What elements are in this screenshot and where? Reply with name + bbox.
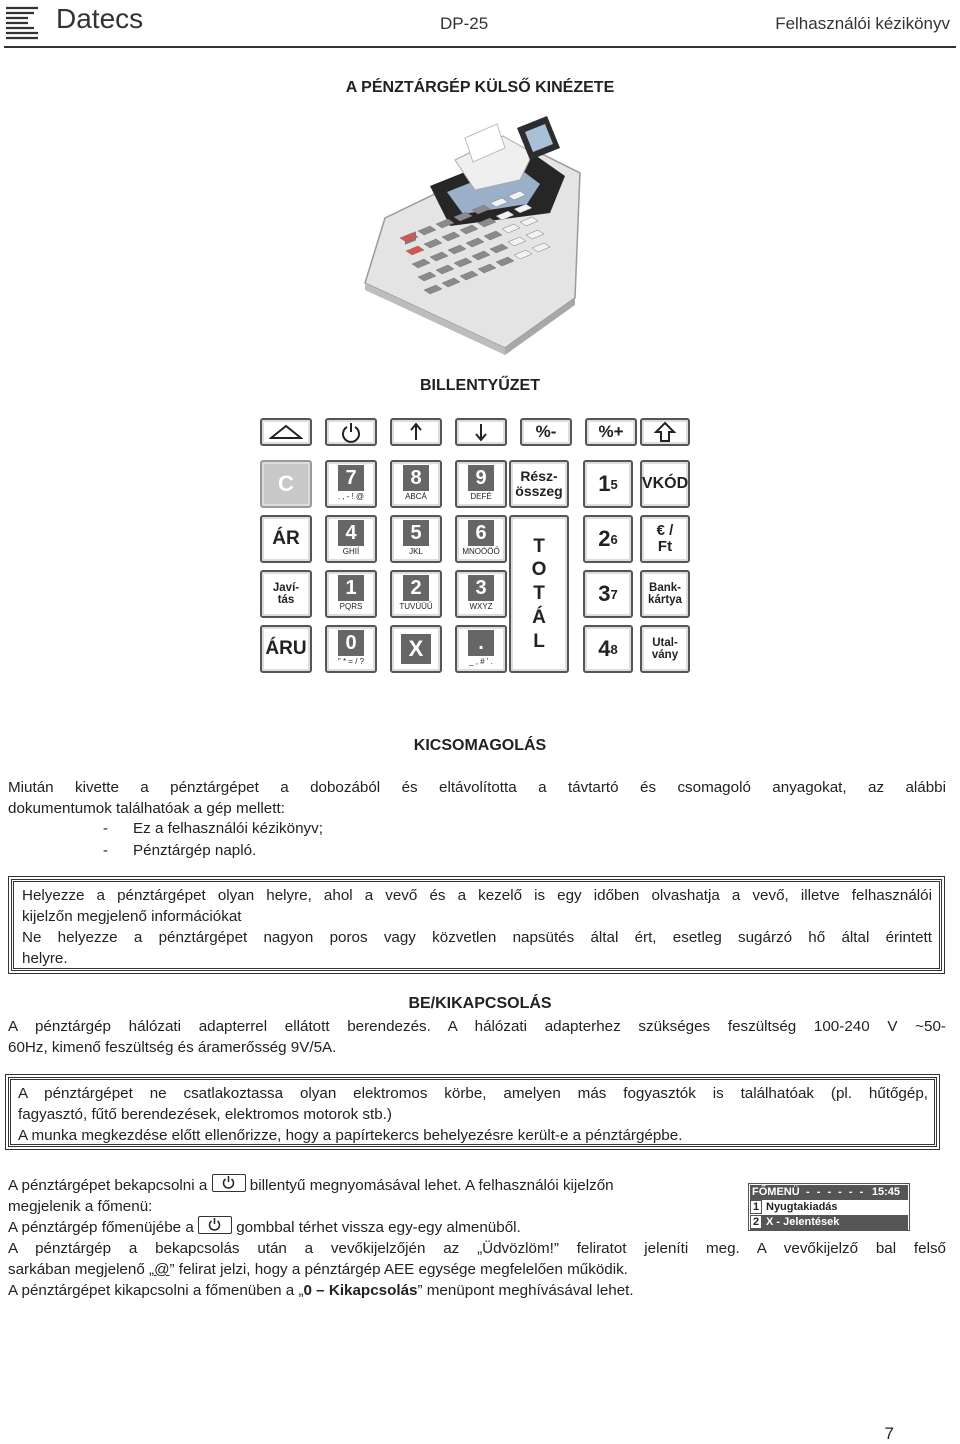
voucher-key[interactable] bbox=[640, 625, 690, 673]
item-key[interactable]: ÁRU bbox=[260, 625, 312, 673]
power-key[interactable] bbox=[325, 418, 377, 446]
lcd-item-num: 2 bbox=[750, 1215, 762, 1229]
main-menu-paragraph bbox=[8, 1217, 738, 1238]
placement-notice-line1: Helyezze a pénztárgépet olyan helyre, ahol a vevő és a kezelő is egy időben olvashatja a vevő, illetve felhasználói bbox=[22, 887, 932, 904]
num-key-3-digit: 3 bbox=[468, 575, 494, 601]
voucher-label-2: vány bbox=[651, 649, 679, 661]
num-key-5-letters: JKL bbox=[409, 547, 423, 556]
vkod-key[interactable]: VKÓD bbox=[640, 460, 690, 508]
placement-notice-line4: helyre. bbox=[22, 950, 68, 967]
greeting-text-a: sarkában megjelenő „ bbox=[8, 1261, 155, 1278]
num-key-4-letters: GHIÍ bbox=[342, 547, 360, 556]
list-item: Pénztárgép napló. bbox=[133, 842, 257, 859]
header-divider bbox=[4, 46, 956, 48]
arrow-down-key[interactable] bbox=[455, 418, 507, 446]
power-icon bbox=[199, 1217, 230, 1232]
power-on-paragraph bbox=[8, 1175, 738, 1196]
power-text-line1: A pénztárgép hálózati adapterrel ellátott berendezés. A hálózati adapterhez szükséges feszültség 100-240 V ~50- bbox=[8, 1018, 946, 1035]
num-key-dot-letters: _ , # ' . bbox=[469, 657, 493, 666]
num-key-5[interactable] bbox=[390, 515, 442, 563]
power-on-text-c: megjelenik a főmenü: bbox=[8, 1198, 153, 1215]
voucher-label-1: Utal- bbox=[652, 636, 678, 649]
department-main: 4 bbox=[598, 636, 611, 661]
lcd-item-label: Nyugtakiadás bbox=[766, 1201, 838, 1213]
arrow-down-icon bbox=[474, 422, 488, 442]
lcd-menu-item bbox=[750, 1200, 908, 1215]
brand-name: Datecs bbox=[56, 3, 144, 34]
currency-key[interactable] bbox=[640, 515, 690, 563]
num-key-8[interactable] bbox=[390, 460, 442, 508]
power-off-text-b: ” menüpont meghívásával lehet. bbox=[417, 1282, 634, 1299]
at-symbol: @ bbox=[154, 1261, 170, 1278]
arrow-up-icon bbox=[409, 422, 423, 442]
exterior-title: A PÉNZTÁRGÉP KÜLSŐ KINÉZETE bbox=[345, 79, 615, 96]
lcd-dashes: - - - - - - bbox=[806, 1186, 866, 1198]
power-key-inline bbox=[212, 1174, 246, 1192]
greeting-line1: A pénztárgép a bekapcsolás után a vevőkijelzőjén az „Üdvözlöm!” feliratot jeleníti meg. A vevőkijelző bal felső bbox=[8, 1240, 946, 1257]
paper-feed-icon bbox=[269, 423, 303, 441]
shift-key[interactable] bbox=[640, 418, 690, 446]
num-key-8-letters: ABCÁ bbox=[405, 492, 427, 501]
num-key-4[interactable] bbox=[325, 515, 377, 563]
department-main: 3 bbox=[598, 581, 611, 606]
total-letter: T bbox=[533, 535, 545, 557]
total-letter: L bbox=[533, 630, 545, 652]
lcd-menu-item bbox=[750, 1215, 908, 1230]
num-key-2-digit: 2 bbox=[403, 575, 429, 601]
packaging-intro-line1: Miután kivette a pénztárgépet a dobozából és eltávolította a távtartó és csomagoló anyagokat, az alábbi bbox=[8, 779, 946, 796]
keyboard-layout bbox=[257, 415, 693, 677]
paper-feed-key[interactable] bbox=[260, 418, 312, 446]
department-sup: 8 bbox=[610, 641, 618, 657]
department-key-3-7[interactable] bbox=[583, 570, 633, 618]
power-off-text-a: A pénztárgépet kikapcsolni a főmenüben a „ bbox=[8, 1282, 304, 1299]
power-title: BE/KIKAPCSOLÁS bbox=[408, 995, 552, 1012]
placement-notice-line2: kijelzőn megjelenő információkat bbox=[22, 908, 242, 925]
num-key-9-letters: DEFÉ bbox=[470, 492, 492, 501]
num-key-3[interactable] bbox=[455, 570, 507, 618]
correction-label-2: tás bbox=[277, 594, 295, 606]
power-on-text-b: billentyű megnyomásával lehet. A felhasználói kijelzőn bbox=[249, 1177, 614, 1194]
placement-notice-line3: Ne helyezze a pénztárgépet nagyon poros vagy közvetlen napsütés által ért, esetleg sugárzó hő által érintett bbox=[22, 929, 932, 946]
arrow-up-key[interactable] bbox=[390, 418, 442, 446]
total-letter: T bbox=[533, 583, 545, 605]
keyboard-title: BILLENTYŰZET bbox=[420, 377, 540, 394]
price-key[interactable]: ÁR bbox=[260, 515, 312, 563]
department-main: 1 bbox=[598, 471, 611, 496]
percent-plus-key[interactable]: %+ bbox=[585, 418, 637, 446]
power-notice-line3: A munka megkezdése előtt ellenőrizze, hogy a papírtekercs behelyezésre került-e a pénztárgépbe. bbox=[18, 1127, 683, 1144]
subtotal-label-1: Rész- bbox=[520, 468, 558, 485]
lcd-title: FŐMENÜ bbox=[752, 1186, 800, 1198]
power-off-menu-item: 0 – Kikapcsolás bbox=[303, 1282, 418, 1299]
page-number: 7 bbox=[884, 1424, 894, 1443]
list-bullet: - bbox=[103, 842, 109, 859]
num-key-5-digit: 5 bbox=[403, 520, 429, 546]
num-key-1-digit: 1 bbox=[338, 575, 364, 601]
main-menu-text-b: gombbal térhet vissza egy-egy almenüből. bbox=[236, 1219, 521, 1236]
num-key-3-letters: WXYZ bbox=[469, 602, 493, 611]
lcd-header bbox=[750, 1185, 908, 1200]
bank-card-label-2: kártya bbox=[648, 594, 682, 606]
shift-arrow-icon bbox=[654, 421, 676, 443]
currency-label-1: € / bbox=[656, 522, 674, 540]
num-key-4-digit: 4 bbox=[338, 520, 364, 546]
multiply-key[interactable] bbox=[390, 625, 442, 673]
num-key-0[interactable] bbox=[325, 625, 377, 673]
num-key-6-letters: MNOÓÖŐ bbox=[462, 547, 500, 556]
greeting-text-b: ” felirat jelzi, hogy a pénztárgép AEE egysége megfelelően működik. bbox=[169, 1261, 628, 1278]
main-menu-text-a: A pénztárgép főmenüjébe a bbox=[8, 1219, 194, 1236]
datecs-logo-icon bbox=[4, 4, 40, 40]
num-key-2[interactable] bbox=[390, 570, 442, 618]
packaging-title: KICSOMAGOLÁS bbox=[413, 737, 547, 754]
num-key-9[interactable] bbox=[455, 460, 507, 508]
department-key-2-6[interactable] bbox=[583, 515, 633, 563]
department-key-4-8[interactable] bbox=[583, 625, 633, 673]
power-notice-line2: fagyasztó, fűtő berendezések, elektromos motorok stb.) bbox=[18, 1106, 392, 1123]
num-key-6[interactable] bbox=[455, 515, 507, 563]
power-text-line2: 60Hz, kimenő feszültség és áramerősség 9V/5A. bbox=[8, 1039, 337, 1056]
manual-title: Felhasználói kézikönyv bbox=[775, 14, 950, 33]
power-key-inline bbox=[198, 1216, 232, 1234]
list-bullet: - bbox=[103, 820, 109, 837]
bank-card-label-1: Bank- bbox=[649, 581, 681, 594]
power-icon bbox=[213, 1175, 244, 1190]
subtotal-label-2: összeg bbox=[515, 483, 563, 499]
subtotal-key[interactable] bbox=[509, 460, 569, 508]
num-key-7[interactable] bbox=[325, 460, 377, 508]
lcd-main-menu bbox=[748, 1183, 910, 1231]
lcd-item-num: 1 bbox=[750, 1200, 762, 1214]
greeting-line2 bbox=[8, 1259, 946, 1280]
num-key-2-letters: TUVÚÜŰ bbox=[399, 602, 433, 611]
power-off-line bbox=[8, 1280, 946, 1301]
currency-label-2: Ft bbox=[657, 538, 673, 555]
model-name: DP-25 bbox=[440, 14, 489, 33]
list-item: Ez a felhasználói kézikönyv; bbox=[133, 820, 323, 837]
lcd-item-label: X - Jelentések bbox=[766, 1216, 840, 1228]
multiply-key-label: X bbox=[401, 634, 431, 664]
num-key-1[interactable] bbox=[325, 570, 377, 618]
department-sup: 5 bbox=[610, 476, 618, 492]
total-key[interactable] bbox=[509, 515, 569, 673]
power-icon bbox=[340, 421, 362, 443]
clear-key[interactable]: C bbox=[260, 460, 312, 508]
total-letter: Á bbox=[532, 606, 546, 628]
department-sup: 7 bbox=[610, 586, 618, 602]
correction-label-1: Javí- bbox=[272, 581, 300, 594]
num-key-dot-digit: . bbox=[468, 630, 494, 656]
num-key-1-letters: PQRS bbox=[339, 602, 363, 611]
num-key-6-digit: 6 bbox=[468, 520, 494, 546]
correction-key[interactable] bbox=[260, 570, 312, 618]
power-on-text-a: A pénztárgépet bekapcsolni a bbox=[8, 1177, 208, 1194]
num-key-0-letters: " * = / ? bbox=[337, 657, 365, 666]
packaging-intro-line2: dokumentumok találhatóak a gép mellett: bbox=[8, 800, 285, 817]
lcd-time: 15:45 bbox=[871, 1186, 900, 1198]
bank-card-key[interactable] bbox=[640, 570, 690, 618]
num-key-0-digit: 0 bbox=[338, 630, 364, 656]
num-key-7-digit: 7 bbox=[338, 465, 364, 491]
total-letter: O bbox=[531, 559, 547, 581]
cash-register-image bbox=[355, 108, 600, 358]
department-key-1-5[interactable] bbox=[583, 460, 633, 508]
department-sup: 6 bbox=[610, 531, 618, 547]
num-key-dot[interactable] bbox=[455, 625, 507, 673]
percent-minus-key[interactable]: %- bbox=[520, 418, 572, 446]
num-key-9-digit: 9 bbox=[468, 465, 494, 491]
department-main: 2 bbox=[598, 526, 611, 551]
power-notice-line1: A pénztárgépet ne csatlakoztassa olyan elektromos körbe, amelyen más fogyasztók is találhatóak (pl. hűtőgép, bbox=[18, 1085, 928, 1102]
num-key-8-digit: 8 bbox=[403, 465, 429, 491]
num-key-7-letters: . , - ! @ bbox=[337, 492, 365, 501]
